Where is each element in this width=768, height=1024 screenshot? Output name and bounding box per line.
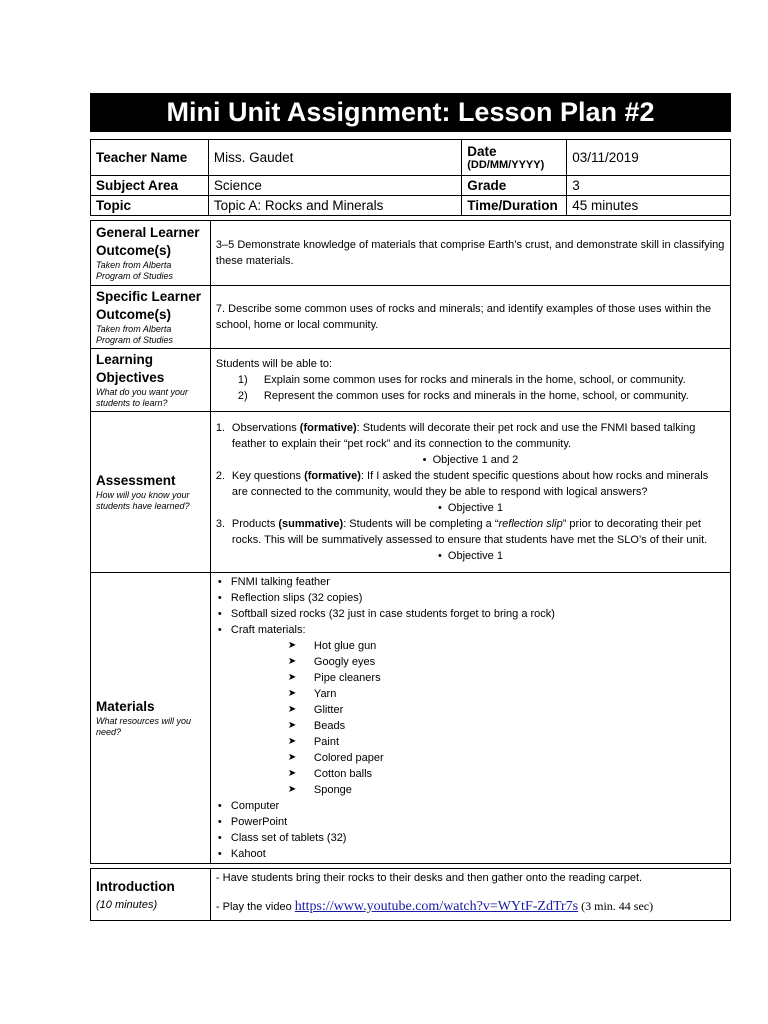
introduction-label-cell — [91, 869, 211, 921]
assessment-label-cell — [91, 412, 211, 573]
list-item: ➤ Paint — [216, 734, 725, 750]
date-value: 03/11/2019 — [567, 140, 731, 176]
date-label-cell — [462, 140, 567, 176]
assessment-bullet-1: • Objective 1 and 2 — [422, 454, 519, 466]
slo-row — [91, 286, 731, 349]
objectives-label-cell — [91, 349, 211, 412]
date-label: Date — [467, 144, 497, 159]
materials-cell — [210, 573, 730, 864]
assessment-label: Assessment — [96, 473, 176, 488]
list-item: 3. Products (summative): Students will be completing a “reflection slip” prior to decorating their pet rocks. This will be summatively assessed to ensure that students have met the SLO’s of their unit. — [215, 518, 708, 546]
grade-value: 3 — [567, 176, 731, 196]
slo-label: Specific Learner Outcome(s) — [96, 289, 202, 322]
video-link[interactable]: https://www.youtube.com/watch?v=WYtF-ZdTr7s — [294, 899, 579, 914]
objectives-label: Learning Objectives — [96, 352, 165, 385]
materials-label: Materials — [96, 699, 155, 714]
list-item: ➤ Googly eyes — [216, 654, 725, 670]
objectives-intro: Students will be able to: — [215, 358, 333, 370]
list-item: • Softball sized rocks (32 just in case students forget to bring a rock) — [216, 606, 725, 622]
list-item: 2) Represent the common uses for rocks and minerals in the home, school, or community. — [237, 390, 689, 402]
list-item: ➤ Pipe cleaners — [216, 670, 725, 686]
list-item: 1. Observations (formative): Students will decorate their pet rock and use the FNMI based talking feather to explain their “pet rock” and its connection to the community. — [215, 422, 696, 450]
list-item: 1) Explain some common uses for rocks and minerals in the home, school, or community. — [237, 374, 686, 386]
list-item: 2. Key questions (formative): If I asked the student specific questions about how rocks and minerals are connected to the community, would they be able to respond with logical answers? — [215, 470, 709, 498]
assessment-sub: How will you know your students have learned? — [96, 490, 190, 511]
list-item: • Kahoot — [216, 846, 725, 862]
header-table — [90, 139, 731, 216]
materials-list-bottom — [216, 798, 725, 862]
list-item: ➤ Hot glue gun — [216, 638, 725, 654]
materials-list — [216, 574, 725, 638]
introduction-line-1: - Have students bring their rocks to their desks and then gather onto the reading carpet. — [215, 872, 643, 884]
introduction-line-2-pre: - Play the video — [215, 901, 295, 913]
list-item: ➤ Sponge — [216, 782, 725, 798]
slo-text: 7. Describe some common uses of rocks and minerals; and identify examples of those uses within the school, home or local community. — [210, 286, 730, 349]
glo-row — [91, 221, 731, 286]
list-item: ➤ Glitter — [216, 702, 725, 718]
subject-label: Subject Area — [91, 176, 209, 196]
list-item: ➤ Cotton balls — [216, 766, 725, 782]
list-item: • PowerPoint — [216, 814, 725, 830]
topic-label: Topic — [91, 196, 209, 216]
slo-sub: Taken from Alberta Program of Studies — [96, 324, 174, 345]
introduction-table — [90, 868, 731, 921]
assessment-bullet-3: • Objective 1 — [437, 550, 503, 562]
objectives-list — [216, 372, 725, 404]
grade-label: Grade — [462, 176, 567, 196]
materials-sub: What resources will you need? — [96, 716, 192, 737]
introduction-sub: (10 minutes) — [96, 899, 158, 911]
introduction-label: Introduction — [96, 879, 175, 894]
date-format: (DD/MM/YYYY) — [467, 159, 545, 171]
assessment-row — [91, 412, 731, 573]
objectives-row — [91, 349, 731, 412]
topic-value: Topic A: Rocks and Minerals — [208, 196, 461, 216]
assessment-bullet-2: • Objective 1 — [437, 502, 503, 514]
objectives-cell — [210, 349, 730, 412]
assessment-list-3 — [216, 516, 725, 548]
objectives-sub: What do you want your students to learn? — [96, 387, 189, 408]
page-title: Mini Unit Assignment: Lesson Plan #2 — [90, 93, 731, 132]
glo-label: General Learner Outcome(s) — [96, 225, 200, 258]
list-item: • Craft materials: — [216, 622, 725, 638]
list-item: ➤ Yarn — [216, 686, 725, 702]
list-item: • Computer — [216, 798, 725, 814]
list-item: ➤ Beads — [216, 718, 725, 734]
subject-value: Science — [208, 176, 461, 196]
introduction-line-2 — [216, 898, 725, 915]
duration-value: 45 minutes — [567, 196, 731, 216]
list-item: • Class set of tablets (32) — [216, 830, 725, 846]
materials-label-cell — [91, 573, 211, 864]
glo-sub: Taken from Alberta Program of Studies — [96, 260, 174, 281]
materials-row — [91, 573, 731, 864]
glo-label-cell — [91, 221, 211, 286]
duration-label: Time/Duration — [462, 196, 567, 216]
plan-table — [90, 220, 731, 864]
assessment-list-2 — [216, 468, 725, 500]
teacher-value: Miss. Gaudet — [208, 140, 461, 176]
slo-label-cell — [91, 286, 211, 349]
list-item: ➤ Colored paper — [216, 750, 725, 766]
list-item: • Reflection slips (32 copies) — [216, 590, 725, 606]
introduction-cell — [210, 869, 730, 921]
list-item: • FNMI talking feather — [216, 574, 725, 590]
assessment-list — [216, 420, 725, 452]
video-duration: (3 min. 44 sec) — [578, 899, 654, 913]
glo-text: 3–5 Demonstrate knowledge of materials that comprise Earth’s crust, and demonstrate skill in classifying these materials. — [210, 221, 730, 286]
assessment-cell — [210, 412, 730, 573]
craft-list — [216, 638, 725, 798]
teacher-label: Teacher Name — [91, 140, 209, 176]
